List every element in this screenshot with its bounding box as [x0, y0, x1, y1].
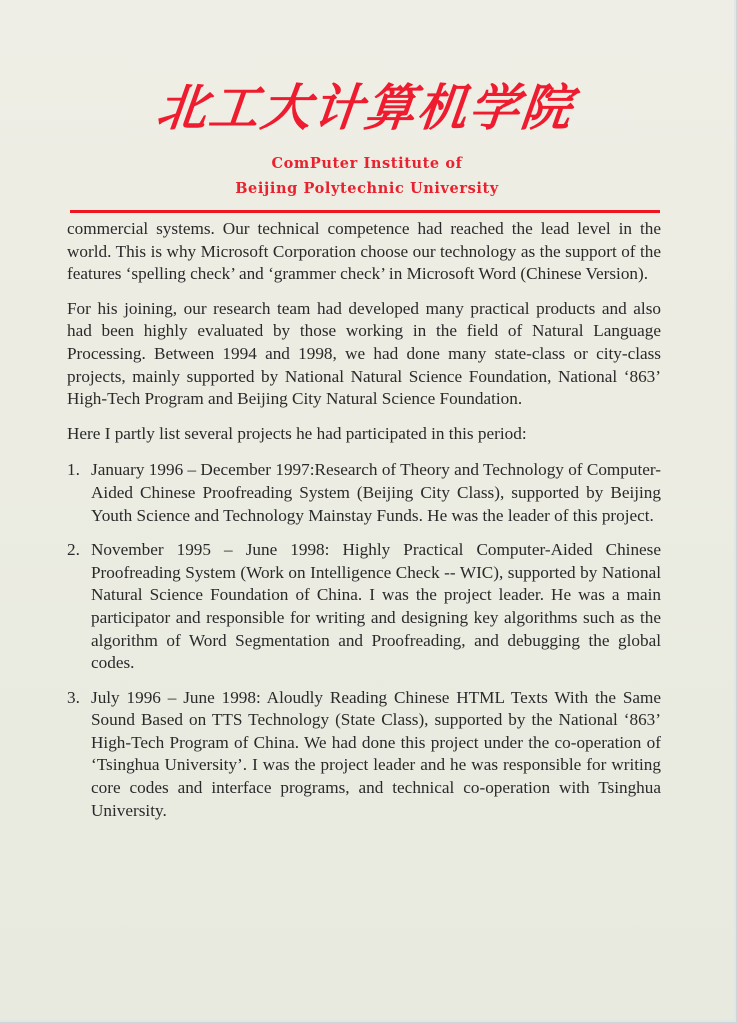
institute-name-line1: ComPuter Institute of: [271, 155, 463, 172]
project-number: 3.: [67, 687, 80, 707]
project-number: 2.: [67, 540, 80, 560]
paragraph-2: For his joining, our research team had developed many practical products and also had been highly evaluated by those working in the field of Natural Language Processing. Between 1994 and 1998, we had done many state-class or city-class projects, mainly supported by National Natural Science Foundation, National ‘863’ High-Tech Program and Beijing City Natural Science Foundation.: [67, 298, 661, 409]
project-text: July 1996 – June 1998: Aloudly Reading Chinese HTML Texts With the Same Sound Based on TTS Technology (State Class), supported by the National ‘863’ High-Tech Program of China. We had done this project under the co-operation of ‘Tsinghua University’. I was the project leader and he was responsible for writing core codes and interface programs, and technical co-operation with Tsinghua University.: [91, 687, 661, 820]
project-item: [67, 539, 661, 675]
paragraph-3: Here I partly list several projects he had participated in this period:: [67, 423, 527, 443]
institute-name-line2: Beijing Polytechnic University: [235, 180, 499, 197]
paragraph-1: commercial systems. Our technical competence had reached the lead level in the world. This is why Microsoft Corporation choose our technology as the support of the features ‘spelling check’ and ‘grammer check’ in Microsoft Word (Chinese Version).: [67, 219, 661, 284]
calligraphic-title: 北工大计算机学院: [153, 78, 577, 137]
project-text: November 1995 – June 1998: Highly Practical Computer-Aided Chinese Proofreading System (Work on Intelligence Check -- WIC), supported by National Natural Science Foundation of China. I was the project leader. He was a main participator and responsible for writing and designing key algorithms such as the algorithm of Word Segmentation and Proofreading, and debugging the global codes.: [91, 540, 661, 673]
project-text: January 1996 – December 1997:Research of Theory and Technology of Computer-Aided Chinese Proofreading System (Beijing City Class), supported by Beijing Youth Science and Technology Mainstay Funds. He was the leader of this project.: [91, 460, 661, 525]
project-item: [67, 687, 661, 823]
letterhead: [0, 0, 734, 216]
project-list: [67, 459, 661, 822]
letter-body: [67, 218, 661, 834]
project-number: 1.: [67, 460, 80, 480]
project-item: [67, 459, 661, 527]
letterhead-divider: [70, 210, 660, 213]
